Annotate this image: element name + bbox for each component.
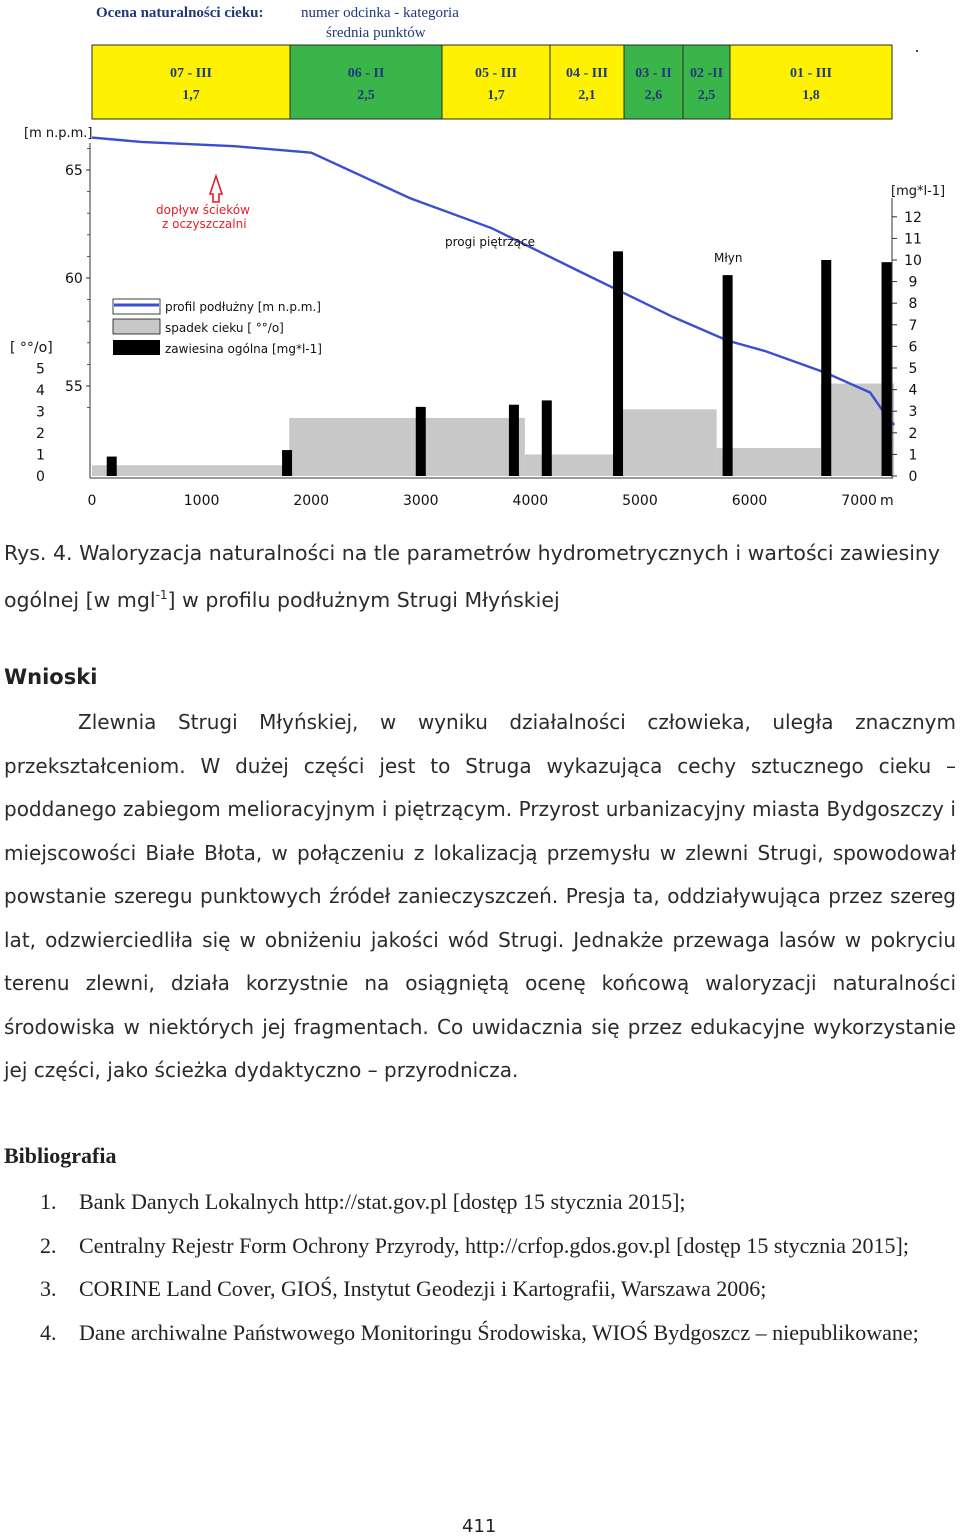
legend-swatch-suspension <box>113 340 160 355</box>
suspension-tick-label: 12 <box>904 209 922 226</box>
elevation-tick-label: 60 <box>65 271 83 287</box>
suspension-bar <box>509 405 519 476</box>
x-tick-label: 1000 <box>183 493 220 509</box>
slope-series <box>92 384 894 476</box>
segment-score: 2,5 <box>357 88 375 103</box>
x-tick-label: 2000 <box>293 493 329 509</box>
bibliography-title: Bibliografia <box>4 1143 117 1168</box>
caption-label: Rys. 4. <box>4 541 73 565</box>
suspension-bar <box>282 450 292 476</box>
conclusions-title: Wnioski <box>4 665 98 689</box>
bibliography-text: Dane archiwalne Państwowego Monitoringu Środowiska, WIOŚ Bydgoszcz – niepublikowane; <box>79 1319 919 1345</box>
segment-score: 1,8 <box>802 88 820 103</box>
bibliography-item <box>4 1267 956 1311</box>
inflow-label-1: dopływ ścieków <box>156 203 250 217</box>
segment-cell <box>290 45 442 119</box>
suspension-tick-label: 7 <box>908 317 918 334</box>
elevation-tick-label: 55 <box>65 379 83 395</box>
figure-river-profile <box>0 0 960 520</box>
bibliography-number: 4. <box>40 1319 57 1345</box>
slope-tick-label: 1 <box>36 447 45 464</box>
slope-tick-label: 0 <box>36 469 45 485</box>
x-tick-label: 4000 <box>512 493 549 509</box>
caption-sup: -1 <box>155 588 168 602</box>
suspension-tick-label: 2 <box>908 425 918 442</box>
suspension-tick-label: 6 <box>908 339 918 356</box>
suspension-tick-label: 3 <box>908 404 918 421</box>
bibliography-text: Bank Danych Lokalnych http://stat.gov.pl [dostęp 15 stycznia 2015]; <box>79 1189 686 1214</box>
slope-tick-label: 2 <box>36 426 45 442</box>
corner-dot <box>916 50 918 52</box>
conclusions-body: Zlewnia Strugi Młyńskiej, w wyniku działalności człowieka, uległa znacznym przekształceniom. W dużej części jest to Struga wykazująca cechy sztucznego cieku – poddanego zabiegom melioracyjnym i piętrzącym. Przyrost urbanizacyjny miasta Bydgoszczy i miejscowości Białe Błota, w połączeniu z lokalizacją przemysłu w zlewni Strugi, spowodował powstanie szeregu punktowych źródeł zanieczyszczeń. Presja ta, oddziaływująca przez szereg lat, odzwierciedliła się w obniżeniu jakości wód Strugi. Jednakże przewaga lasów w pokryciu terenu zlewni, działa korzystnie na osiągniętą ocenę końcową waloryzacji naturalności środowiska w niektórych jej fragmentach. Co uwidacznia się przez edukacyjne wykorzystanie jej części, jako ścieżka dydaktyczno – przyrodnicza. <box>4 710 956 1082</box>
caption-text-2: ] w profilu podłużnym Strugi Młyńskiej <box>167 587 560 612</box>
suspension-bar <box>542 400 552 476</box>
suspension-tick-label: 1 <box>908 447 918 464</box>
page-number: 411 <box>462 1516 497 1537</box>
header-legend-line1: numer odcinka - kategoria <box>301 5 459 21</box>
suspension-tick-label: 10 <box>904 253 922 269</box>
suspension-bar <box>416 407 426 476</box>
chart-svg <box>0 0 960 520</box>
segment-code: 03 - II <box>635 66 672 81</box>
suspension-tick-label: 8 <box>908 296 918 313</box>
legend-swatch-slope <box>113 319 160 334</box>
suspension-tick-label: 4 <box>908 382 918 399</box>
up-arrow-icon <box>210 176 222 202</box>
bibliography-item <box>4 1180 956 1224</box>
slope-bar <box>618 409 717 476</box>
header-legend-line2: średnia punktów <box>326 25 426 41</box>
suspension-tick-label: 5 <box>908 361 918 377</box>
x-axis-unit: m <box>880 493 894 509</box>
segment-code: 07 - III <box>169 66 213 81</box>
x-tick-label: 3000 <box>402 493 439 509</box>
elevation-tick-label: 65 <box>65 163 83 179</box>
bibliography-list <box>4 1180 956 1354</box>
profile-line <box>92 138 894 425</box>
suspension-bar <box>821 260 831 476</box>
segment-code: 06 - II <box>347 66 385 81</box>
x-tick-label: 7000 <box>841 493 877 509</box>
bibliography-item <box>4 1311 956 1355</box>
legend-label-profile: profil podłużny [m n.p.m.] <box>165 300 321 314</box>
suspension-bar <box>723 275 733 476</box>
segment-code: 01 - III <box>789 66 833 81</box>
suspension-bar <box>107 457 117 476</box>
x-tick-label: 6000 <box>731 493 768 509</box>
legend-label-suspension: zawiesina ogólna [mg*l-1] <box>165 342 322 356</box>
suspension-tick-label: 11 <box>904 231 922 248</box>
segment-score: 1,7 <box>487 88 505 103</box>
header-label: Ocena naturalności cieku: <box>96 5 264 21</box>
segment-cell <box>442 45 550 119</box>
segment-cell <box>550 45 624 119</box>
x-tick-label: 5000 <box>622 493 658 509</box>
slope-tick-label: 4 <box>36 383 45 399</box>
slope-tick-label: 5 <box>36 361 45 378</box>
slope-bar <box>92 465 289 476</box>
suspension-tick-label: 9 <box>908 274 918 291</box>
profile-series <box>92 138 894 425</box>
mill-label: Młyn <box>714 251 743 265</box>
bibliography-number: 1. <box>40 1189 57 1214</box>
figure-caption <box>4 532 956 621</box>
suspension-bar <box>882 262 892 476</box>
slope-bar <box>525 455 618 477</box>
segment-code: 02 -II <box>689 66 724 81</box>
suspension-axis-label: [mg*l-1] <box>891 184 946 199</box>
slope-tick-label: 3 <box>36 404 45 421</box>
segment-score: 2,6 <box>644 88 663 103</box>
elevation-axis-label: [m n.p.m.] <box>24 126 93 141</box>
bibliography-number: 2. <box>40 1232 57 1258</box>
segment-score: 2,5 <box>697 88 716 103</box>
inflow-annotation <box>156 176 250 231</box>
inflow-label-2: z oczyszczalni <box>162 217 247 231</box>
caption-text-1: Waloryzacja naturalności na tle parametrów hydrometrycznych i wartości zawiesiny ogólnej [w mgl <box>4 541 941 612</box>
segment-cell <box>683 45 730 119</box>
legend-label-slope: spadek cieku [ °°/o] <box>165 321 284 335</box>
segment-strip <box>92 45 892 119</box>
slope-axis-label: [ °°/o] <box>10 340 53 356</box>
segment-score: 1,7 <box>182 88 200 103</box>
bibliography-number: 3. <box>40 1276 57 1301</box>
suspension-bar <box>613 251 623 476</box>
bibliography-text: Centralny Rejestr Form Ochrony Przyrody, http://crfop.gdos.gov.pl [dostęp 15 stycznia 2015]; <box>79 1232 909 1258</box>
segment-code: 04 - III <box>565 66 609 81</box>
segment-cell <box>92 45 290 119</box>
suspension-tick-label: 0 <box>908 469 918 485</box>
legend <box>113 299 322 356</box>
slope-bar <box>289 418 525 476</box>
segment-cell <box>730 45 892 119</box>
segment-cell <box>624 45 683 119</box>
segment-score: 2,1 <box>578 88 596 103</box>
segment-code: 05 - III <box>474 66 518 81</box>
x-tick-label: 0 <box>87 493 97 509</box>
bibliography-item <box>4 1224 956 1268</box>
weirs-label: progi piętrzące <box>445 235 535 249</box>
bibliography-text: CORINE Land Cover, GIOŚ, Instytut Geodezji i Kartografii, Warszawa 2006; <box>79 1276 767 1301</box>
